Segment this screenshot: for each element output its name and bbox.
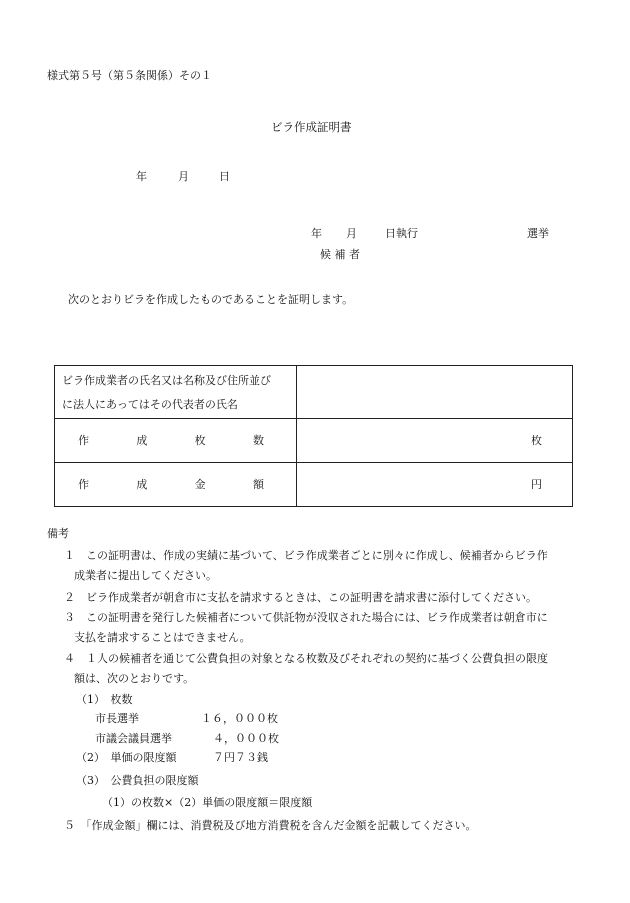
amount-label-char: 作 (78, 478, 89, 491)
note-2: ２ ビラ作成業者が朝倉市に支払を請求するときは、この証明書を請求書に添付してください。 (64, 591, 537, 604)
date-year: 年 (136, 170, 147, 183)
contractor-label-line1: ビラ作成業者の氏名又は名称及び住所並び (62, 373, 271, 387)
form-number: 様式第５号（第５条関係）その１ (47, 69, 212, 82)
contractor-label-line2: に法人にあってはその代表者の氏名 (62, 397, 238, 411)
note-4-line1: ４ １人の候補者を通じて公費負担の対象となる枚数及びそれぞれの契約に基づく公費負担の限度 (64, 652, 548, 665)
quantity-value-cell[interactable] (297, 419, 573, 463)
contractor-value-cell[interactable] (297, 366, 573, 419)
note-3-line2: 支払を請求することはできません。 (74, 631, 251, 644)
table-row-amount (55, 463, 573, 507)
notes-heading: 備考 (47, 527, 69, 540)
certificate-table (54, 365, 573, 507)
quantity-label-cell (55, 419, 297, 463)
note-3-line1: ３ この証明書を発行した候補者について供託物が没収された場合には、ビラ作成業者は朝倉市に (64, 611, 548, 624)
subnote-3-label: （3） 公費負担の限度額 (76, 774, 199, 787)
quantity-label-char: 枚 (194, 434, 206, 447)
amount-value-cell[interactable] (297, 463, 573, 507)
quantity-label-char: 数 (252, 434, 264, 447)
election-type: 選挙 (527, 227, 549, 240)
amount-label-char: 額 (252, 478, 264, 491)
quantity-unit: 枚 (531, 434, 542, 447)
table-row-contractor (55, 366, 573, 419)
quantity-label-char: 作 (78, 434, 89, 447)
election-year: 年 (311, 227, 322, 240)
note-5: ５ 「作成金額」欄には、消費税及び地方消費税を含んだ金額を記載してください。 (64, 819, 477, 832)
note-4-line2: 額は、次のとおりです。 (74, 672, 195, 685)
amount-label-cell (55, 463, 297, 507)
unit-price-limit-value: ７円７３銭 (213, 751, 268, 764)
date-day: 日 (219, 170, 230, 183)
certification-statement: 次のとおりビラを作成したものであることを証明します。 (68, 293, 354, 306)
contractor-label-cell (55, 366, 297, 419)
amount-label-char: 金 (194, 478, 206, 491)
quantity-label-char: 成 (136, 434, 148, 447)
note-1-line2: 成業者に提出してください。 (74, 569, 217, 582)
election-day-exec: 日執行 (385, 227, 418, 240)
amount-unit: 円 (531, 478, 542, 491)
mayor-election-value: １６，０００枚 (201, 712, 278, 725)
mayor-election-label: 市長選挙 (95, 712, 139, 725)
table-row-quantity (55, 419, 573, 463)
subnote-2-label: （2） 単価の限度額 (76, 751, 177, 764)
amount-label-char: 成 (136, 478, 148, 491)
council-election-label: 市議会議員選挙 (95, 732, 172, 745)
note-1-line1: １ この証明書は、作成の実績に基づいて、ビラ作成業者ごとに別々に作成し、候補者からビラ作 (64, 549, 548, 562)
subnote-1-label: （1） 枚数 (76, 693, 133, 706)
document-title: ビラ作成証明書 (271, 120, 352, 134)
council-election-value: ４，０００枚 (213, 732, 279, 745)
candidate-label: 候 補 者 (320, 248, 360, 261)
date-month: 月 (178, 170, 189, 183)
election-month: 月 (346, 227, 357, 240)
limit-formula: （1）の枚数×（2）単価の限度額＝限度額 (102, 796, 313, 809)
